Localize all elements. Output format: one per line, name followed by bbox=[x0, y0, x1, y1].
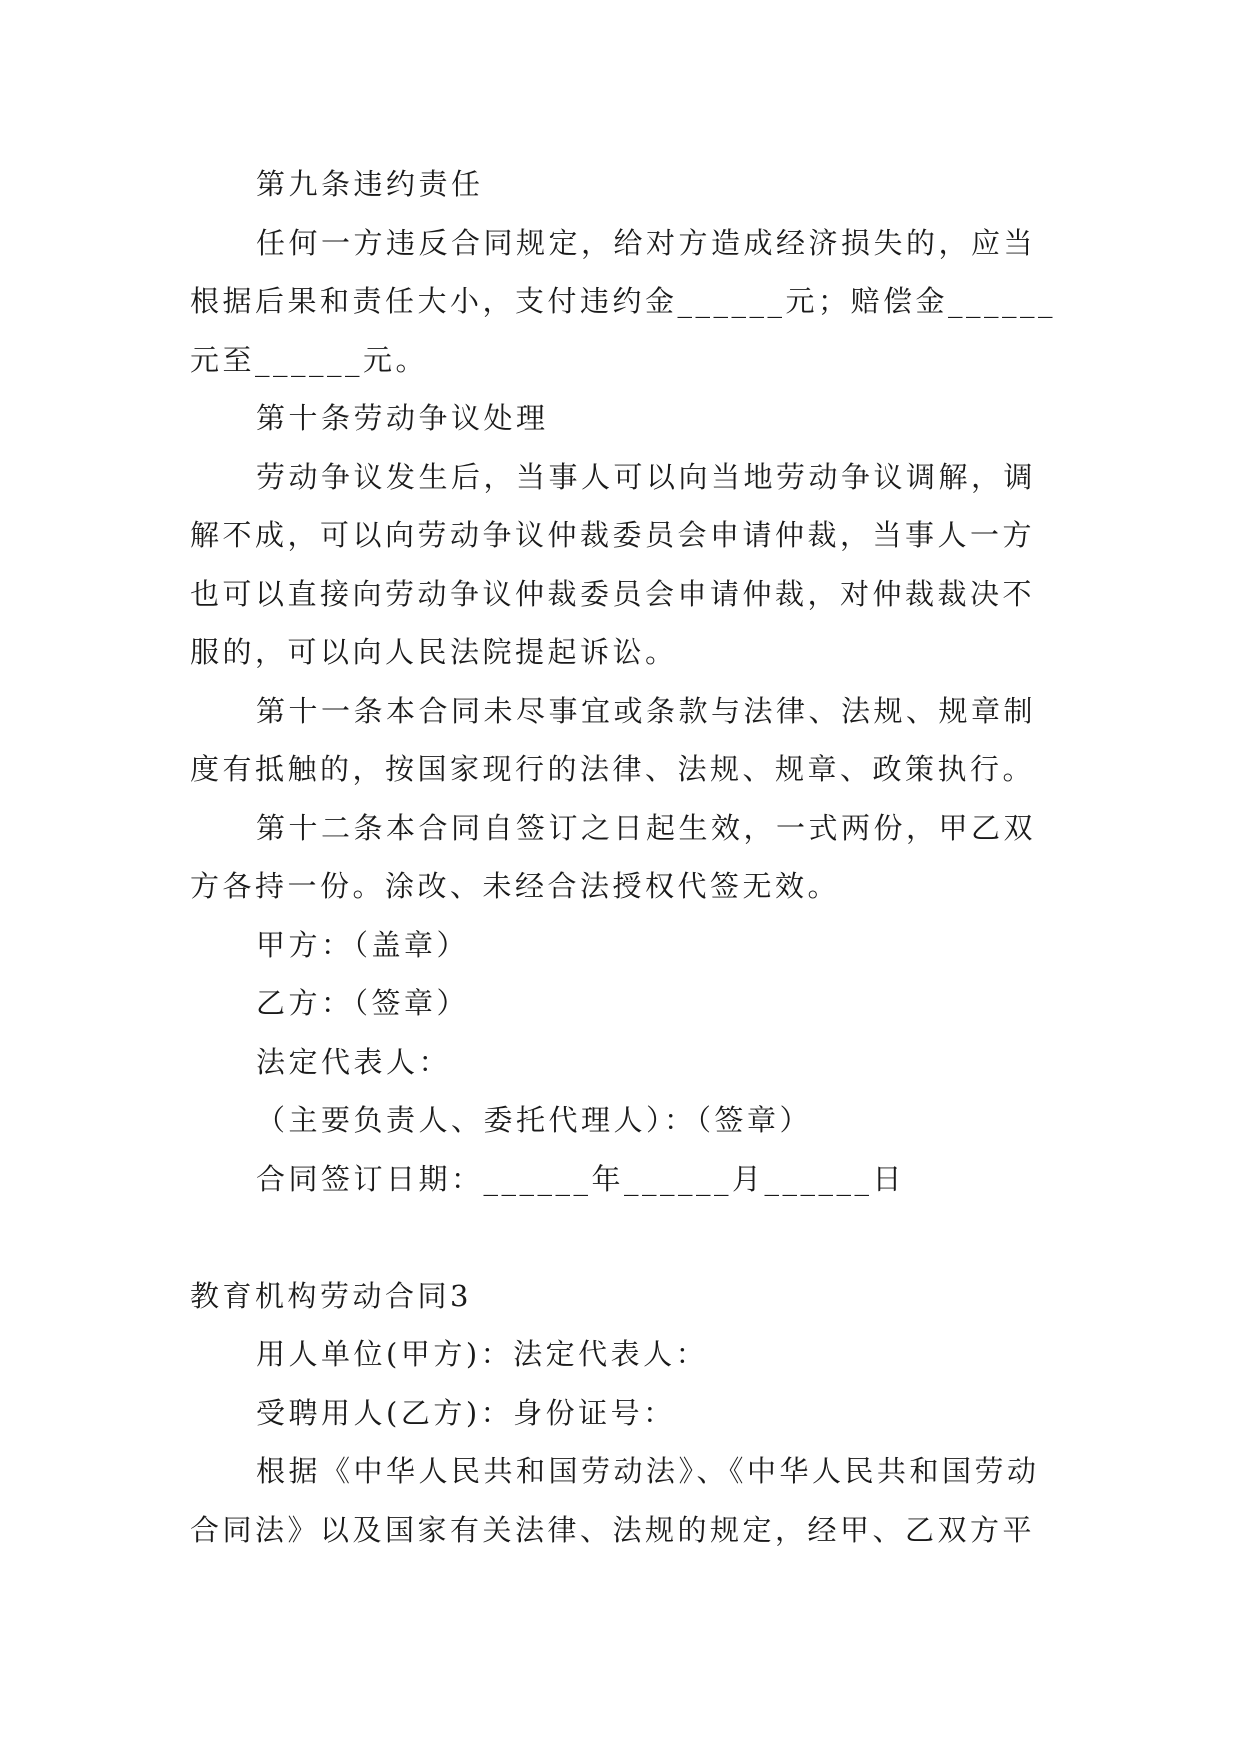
document-body bbox=[190, 155, 1057, 1559]
clause-9-text-line: 根据后果和责任大小，支付违约金______元；赔偿金______ bbox=[190, 284, 1057, 318]
clause-9-text-line: 元至______元。 bbox=[190, 342, 429, 377]
preamble-text-line: 根据《中华人民共和国劳动法》、《中华人民共和国劳动 bbox=[256, 1454, 1040, 1488]
clause-9-heading: 第九条违约责任 bbox=[256, 167, 484, 201]
clause-10-heading: 第十条劳动争议处理 bbox=[256, 401, 549, 435]
clause-12-text-line: 第十二条本合同自签订之日起生效，一式两份，甲乙双 bbox=[256, 810, 1037, 845]
preamble-text-line: 合同法》以及国家有关法律、法规的规定，经甲、乙双方平 bbox=[190, 1512, 1036, 1547]
section-title: 教育机构劳动合同3 bbox=[190, 1278, 472, 1313]
authorized-agent-line: （主要负责人、委托代理人）：（签章） bbox=[256, 1103, 813, 1137]
clause-11-text-line: 第十一条本合同未尽事宜或条款与法律、法规、规章制 bbox=[256, 693, 1037, 728]
clause-10-text-line: 劳动争议发生后，当事人可以向当地劳动争议调解，调 bbox=[256, 459, 1037, 494]
clause-10-text-line: 也可以直接向劳动争议仲裁委员会申请仲裁，对仲裁裁决不 bbox=[190, 576, 1036, 611]
clause-9-text-line: 任何一方违反合同规定，给对方造成经济损失的，应当 bbox=[256, 225, 1037, 260]
clause-11-text-line: 度有抵触的，按国家现行的法律、法规、规章、政策执行。 bbox=[190, 752, 1036, 786]
clause-10-text-line: 解不成，可以向劳动争议仲裁委员会申请仲裁，当事人一方 bbox=[190, 518, 1036, 552]
legal-representative-line: 法定代表人： bbox=[256, 1044, 452, 1079]
employee-line: 受聘用人(乙方)：身份证号： bbox=[256, 1395, 676, 1430]
party-b-signature-line: 乙方：（签章） bbox=[256, 986, 470, 1020]
party-a-signature-line: 甲方：（盖章） bbox=[256, 927, 470, 962]
signing-date-line: 合同签订日期：______年______月______日 bbox=[256, 1161, 906, 1196]
employer-line: 用人单位(甲方)：法定代表人： bbox=[256, 1337, 709, 1371]
section-spacer bbox=[190, 1208, 1050, 1267]
clause-10-text-line: 服的，可以向人民法院提起诉讼。 bbox=[190, 635, 678, 669]
clause-12-text-line: 方各持一份。涂改、未经合法授权代签无效。 bbox=[190, 869, 841, 903]
